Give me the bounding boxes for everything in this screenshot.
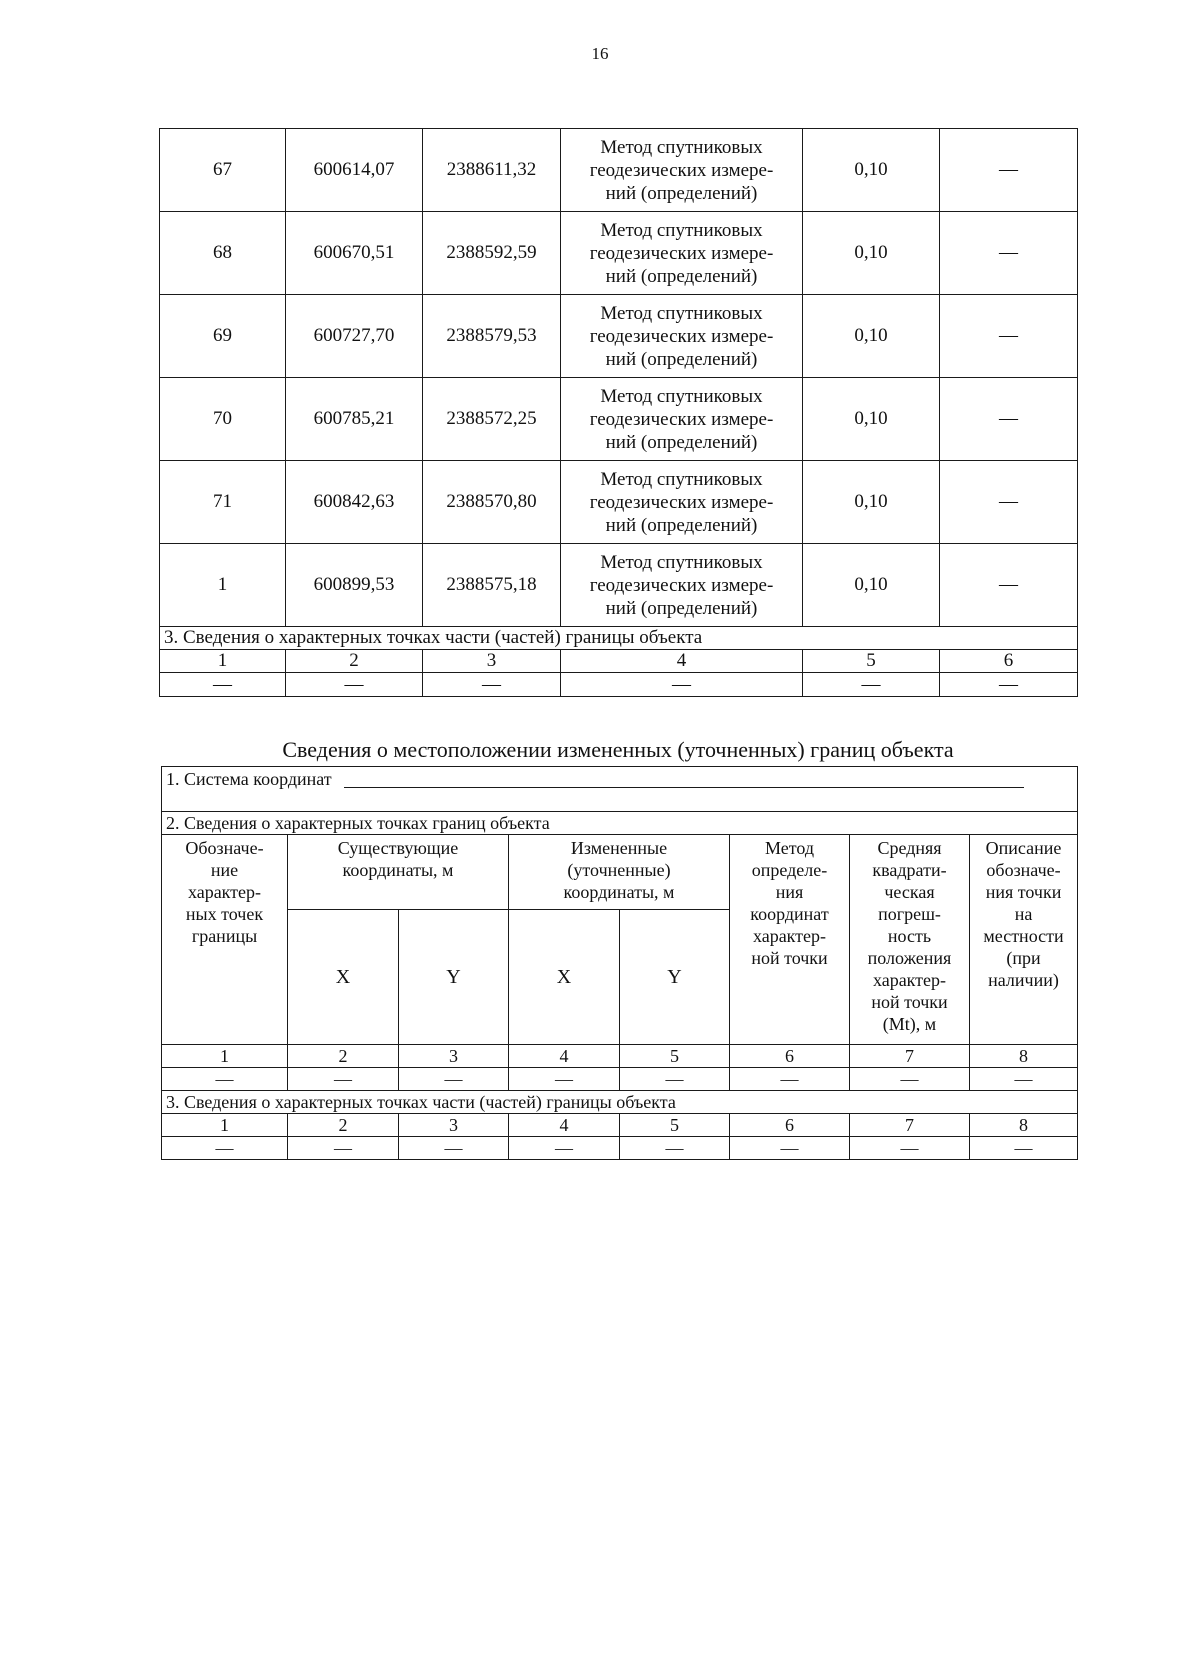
header-line: ность <box>887 926 932 946</box>
empty-row <box>162 1137 1078 1160</box>
header-line: характер- <box>872 970 947 990</box>
description: — <box>940 212 1078 295</box>
method-line: Метод спутниковых <box>600 551 763 573</box>
header-line: наличии) <box>988 970 1059 990</box>
section-title: Сведения о местоположении измененных (уточненных) границ объекта <box>282 737 954 762</box>
coord-system-label: 1. Система координат <box>166 769 332 789</box>
column-number: 6 <box>730 1114 850 1137</box>
point-number: 1 <box>160 544 286 627</box>
empty-cell: — <box>620 1068 730 1091</box>
header-line: координаты, м <box>342 860 454 880</box>
coord-x: 600614,07 <box>286 129 423 212</box>
section-row <box>162 812 1078 835</box>
header-line: ных точек <box>185 904 264 924</box>
column-number: 3 <box>399 1045 509 1068</box>
header-existing-x: X <box>288 910 399 1045</box>
column-number: 5 <box>620 1114 730 1137</box>
coord-y: 2388572,25 <box>423 378 561 461</box>
empty-cell: — <box>288 1137 399 1160</box>
point-number: 71 <box>160 461 286 544</box>
empty-cell: — <box>730 1068 850 1091</box>
page-number: 16 <box>591 44 609 63</box>
header-line: определе- <box>751 860 828 880</box>
method-cell <box>561 378 803 461</box>
empty-cell: — <box>620 1137 730 1160</box>
column-number: 4 <box>561 650 803 673</box>
header-changed-x: X <box>509 910 620 1045</box>
method-line: Метод спутниковых <box>600 136 763 158</box>
table-row <box>160 544 1078 627</box>
empty-cell: — <box>286 673 423 697</box>
empty-cell: — <box>509 1137 620 1160</box>
header-line: ческая <box>884 882 935 902</box>
coord-y: 2388579,53 <box>423 295 561 378</box>
method-line: ний (определений) <box>605 514 758 536</box>
header-line: Существующие <box>337 838 459 858</box>
header-description <box>970 835 1078 1045</box>
section-row <box>160 627 1078 650</box>
header-line: характер- <box>752 926 827 946</box>
coord-x: 600899,53 <box>286 544 423 627</box>
empty-row <box>160 673 1078 697</box>
coord-y: 2388575,18 <box>423 544 561 627</box>
header-line: ной точки <box>751 948 828 968</box>
header-method <box>730 835 850 1045</box>
point-number: 67 <box>160 129 286 212</box>
method-line: геодезических измере- <box>589 491 774 513</box>
empty-cell: — <box>850 1068 970 1091</box>
header-line: квадрати- <box>872 860 947 880</box>
point-number: 68 <box>160 212 286 295</box>
table-row <box>160 212 1078 295</box>
header-existing-coords <box>288 835 509 910</box>
column-number: 1 <box>162 1045 288 1068</box>
empty-cell: — <box>850 1137 970 1160</box>
coord-system-underline <box>344 773 1024 788</box>
header-line: местности <box>983 926 1064 946</box>
section3-label: 3. Сведения о характерных точках части (частей) границы объекта <box>162 1091 1078 1114</box>
coord-y: 2388611,32 <box>423 129 561 212</box>
coord-y: 2388570,80 <box>423 461 561 544</box>
blank-row <box>162 791 1078 812</box>
header-line: обозначе- <box>986 860 1061 880</box>
section-row <box>162 1091 1078 1114</box>
table-row <box>160 295 1078 378</box>
column-number: 2 <box>288 1045 399 1068</box>
empty-row <box>162 1068 1078 1091</box>
empty-cell: — <box>162 1137 288 1160</box>
column-number-row <box>162 1045 1078 1068</box>
method-line: Метод спутниковых <box>600 219 763 241</box>
column-number: 8 <box>970 1045 1078 1068</box>
method-line: ний (определений) <box>605 182 758 204</box>
method-line: Метод спутниковых <box>600 468 763 490</box>
empty-cell: — <box>561 673 803 697</box>
method-line: Метод спутниковых <box>600 385 763 407</box>
column-number: 7 <box>850 1114 970 1137</box>
header-line: (Mt), м <box>882 1014 937 1034</box>
empty-cell: — <box>162 1068 288 1091</box>
header-line: Средняя <box>877 838 942 858</box>
point-number: 69 <box>160 295 286 378</box>
column-number-row <box>160 650 1078 673</box>
column-number: 4 <box>509 1045 620 1068</box>
header-precision <box>850 835 970 1045</box>
table-row <box>160 461 1078 544</box>
header-line: координат <box>750 904 829 924</box>
method-line: геодезических измере- <box>589 159 774 181</box>
column-number: 2 <box>288 1114 399 1137</box>
header-row <box>162 835 1078 910</box>
empty-cell: — <box>940 673 1078 697</box>
point-number: 70 <box>160 378 286 461</box>
header-line: ние <box>210 860 239 880</box>
blank-cell <box>162 791 1078 812</box>
coord-x: 600670,51 <box>286 212 423 295</box>
coord-x: 600727,70 <box>286 295 423 378</box>
description: — <box>940 295 1078 378</box>
method-line: ний (определений) <box>605 597 758 619</box>
coord-x: 600785,21 <box>286 378 423 461</box>
column-number: 4 <box>509 1114 620 1137</box>
coord-system-row <box>162 767 1078 792</box>
table-row <box>160 129 1078 212</box>
header-line: ния <box>775 882 804 902</box>
section2-label: 2. Сведения о характерных точках границ объекта <box>162 812 1078 835</box>
empty-cell: — <box>970 1068 1078 1091</box>
method-cell <box>561 212 803 295</box>
column-number: 6 <box>940 650 1078 673</box>
coord-y: 2388592,59 <box>423 212 561 295</box>
changed-boundaries-table <box>161 766 1078 1160</box>
header-line: (при <box>1006 948 1041 968</box>
header-changed-y: Y <box>620 910 730 1045</box>
boundary-points-body <box>160 129 1078 697</box>
method-line: ний (определений) <box>605 265 758 287</box>
method-line: ний (определений) <box>605 348 758 370</box>
method-line: геодезических измере- <box>589 574 774 596</box>
header-line: погреш- <box>878 904 941 924</box>
column-number: 3 <box>399 1114 509 1137</box>
empty-cell: — <box>399 1068 509 1091</box>
column-number: 6 <box>730 1045 850 1068</box>
column-number: 5 <box>620 1045 730 1068</box>
column-number: 8 <box>970 1114 1078 1137</box>
header-line: (уточненные) <box>567 860 671 880</box>
method-cell <box>561 295 803 378</box>
header-line: границы <box>191 926 258 946</box>
coord-system-cell <box>162 767 1078 792</box>
precision: 0,10 <box>803 295 940 378</box>
empty-cell: — <box>288 1068 399 1091</box>
description: — <box>940 378 1078 461</box>
description: — <box>940 544 1078 627</box>
header-changed-coords <box>509 835 730 910</box>
column-number-row <box>162 1114 1078 1137</box>
method-line: геодезических измере- <box>589 325 774 347</box>
column-number: 1 <box>162 1114 288 1137</box>
method-line: геодезических измере- <box>589 242 774 264</box>
method-line: геодезических измере- <box>589 408 774 430</box>
empty-cell: — <box>509 1068 620 1091</box>
coord-x: 600842,63 <box>286 461 423 544</box>
empty-cell: — <box>399 1137 509 1160</box>
header-line: Описание <box>985 838 1062 858</box>
header-line: Метод <box>764 838 815 858</box>
header-point-designation <box>162 835 288 1045</box>
boundary-points-table <box>159 128 1078 697</box>
empty-cell: — <box>970 1137 1078 1160</box>
header-line: на <box>1014 904 1033 924</box>
method-line: Метод спутниковых <box>600 302 763 324</box>
header-line: ния точки <box>985 882 1062 902</box>
precision: 0,10 <box>803 461 940 544</box>
section3-label: 3. Сведения о характерных точках части (частей) границы объекта <box>160 627 1078 650</box>
empty-cell: — <box>803 673 940 697</box>
header-line: Обозначе- <box>185 838 264 858</box>
description: — <box>940 129 1078 212</box>
description: — <box>940 461 1078 544</box>
column-number: 2 <box>286 650 423 673</box>
empty-cell: — <box>160 673 286 697</box>
empty-cell: — <box>730 1137 850 1160</box>
header-existing-y: Y <box>399 910 509 1045</box>
header-line: Измененные <box>570 838 668 858</box>
header-line: положения <box>867 948 952 968</box>
precision: 0,10 <box>803 212 940 295</box>
column-number: 7 <box>850 1045 970 1068</box>
changed-boundaries-body <box>162 767 1078 1160</box>
header-line: координаты, м <box>563 882 675 902</box>
header-line: ной точки <box>871 992 948 1012</box>
empty-cell: — <box>423 673 561 697</box>
header-line: характер- <box>187 882 262 902</box>
method-line: ний (определений) <box>605 431 758 453</box>
precision: 0,10 <box>803 544 940 627</box>
table-row <box>160 378 1078 461</box>
method-cell <box>561 544 803 627</box>
precision: 0,10 <box>803 129 940 212</box>
column-number: 3 <box>423 650 561 673</box>
precision: 0,10 <box>803 378 940 461</box>
column-number: 1 <box>160 650 286 673</box>
method-cell <box>561 129 803 212</box>
method-cell <box>561 461 803 544</box>
column-number: 5 <box>803 650 940 673</box>
